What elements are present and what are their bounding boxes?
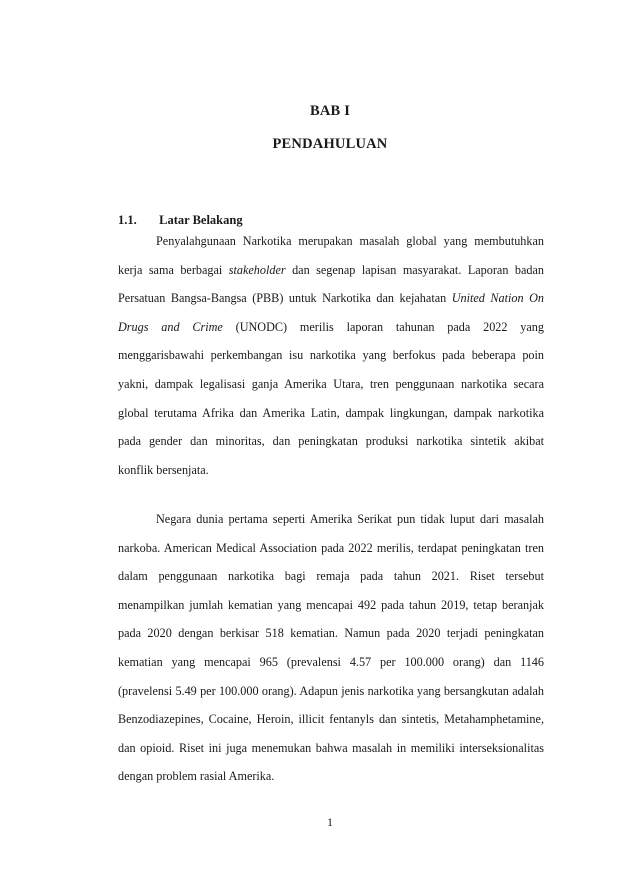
paragraph-1	[118, 227, 544, 484]
paragraph-line: konflik bersenjata.	[118, 462, 209, 477]
section-heading	[118, 213, 243, 228]
paragraph-line: Penyalahgunaan Narkotika merupakan masalah global yang membutuhkan	[156, 234, 544, 248]
paragraph-line: pada gender dan minoritas, dan peningkatan produksi narkotika sintetik akibat	[118, 434, 544, 449]
paragraph-line: yakni, dampak legalisasi ganja Amerika Utara, tren penggunaan narkotika secara	[118, 376, 544, 391]
paragraph-line: dalam penggunaan narkotika bagi remaja pada tahun 2021. Riset tersebut	[118, 569, 544, 584]
paragraph-line: pada 2020 dengan berkisar 518 kematian. Namun pada 2020 terjadi peningkatan	[118, 626, 544, 641]
page-number: 1	[327, 815, 333, 829]
chapter-number: BAB I	[309, 103, 351, 119]
paragraph-line: kematian yang mencapai 965 (prevalensi 4.57 per 100.000 orang) dan 1146	[118, 654, 544, 669]
paragraph-line: (pravelensi 5.49 per 100.000 orang). Adapun jenis narkotika yang bersangkutan adalah	[118, 683, 544, 698]
chapter-title: PENDAHULUAN	[272, 136, 388, 152]
paragraph-line: menampilkan jumlah kematian yang mencapai 492 pada tahun 2019, tetap beranjak	[118, 597, 544, 612]
text-run: (UNODC) merilis laporan tahunan pada 2022 yang	[222, 319, 544, 334]
paragraph-line: menggarisbawahi perkembangan isu narkotika yang berfokus pada beberapa poin	[118, 348, 544, 363]
italic-term: Drugs and Crime	[118, 319, 223, 334]
italic-term: United Nation On	[451, 291, 544, 306]
paragraph-2	[118, 505, 544, 791]
text-run: dan segenap lapisan masyarakat. Laporan badan	[285, 262, 544, 277]
paragraph-line: dan opioid. Riset ini juga menemukan bahwa masalah in memiliki interseksionalitas	[118, 740, 544, 755]
paragraph-line	[118, 256, 544, 285]
section-title: Latar Belakang	[159, 213, 243, 227]
paragraph-line: global terutama Afrika dan Amerika Latin, dampak lingkungan, dampak narkotika	[118, 405, 544, 420]
paragraph-line	[118, 284, 544, 313]
text-run: kerja sama berbagai	[118, 262, 229, 277]
paragraph-line: narkoba. American Medical Association pada 2022 merilis, terdapat peningkatan tren	[118, 540, 544, 555]
paragraph-line: dengan problem rasial Amerika.	[118, 769, 275, 784]
paragraph-line: Negara dunia pertama seperti Amerika Serikat pun tidak luput dari masalah	[156, 512, 544, 526]
section-number: 1.1.	[118, 213, 137, 227]
paragraph-line	[118, 313, 544, 342]
paragraph-line: Benzodiazepines, Cocaine, Heroin, illicit fentanyls dan sintetis, Metahamphetamine,	[118, 712, 544, 727]
text-run: Persatuan Bangsa-Bangsa (PBB) untuk Narkotika dan kejahatan	[118, 291, 452, 306]
italic-term: stakeholder	[228, 262, 286, 277]
